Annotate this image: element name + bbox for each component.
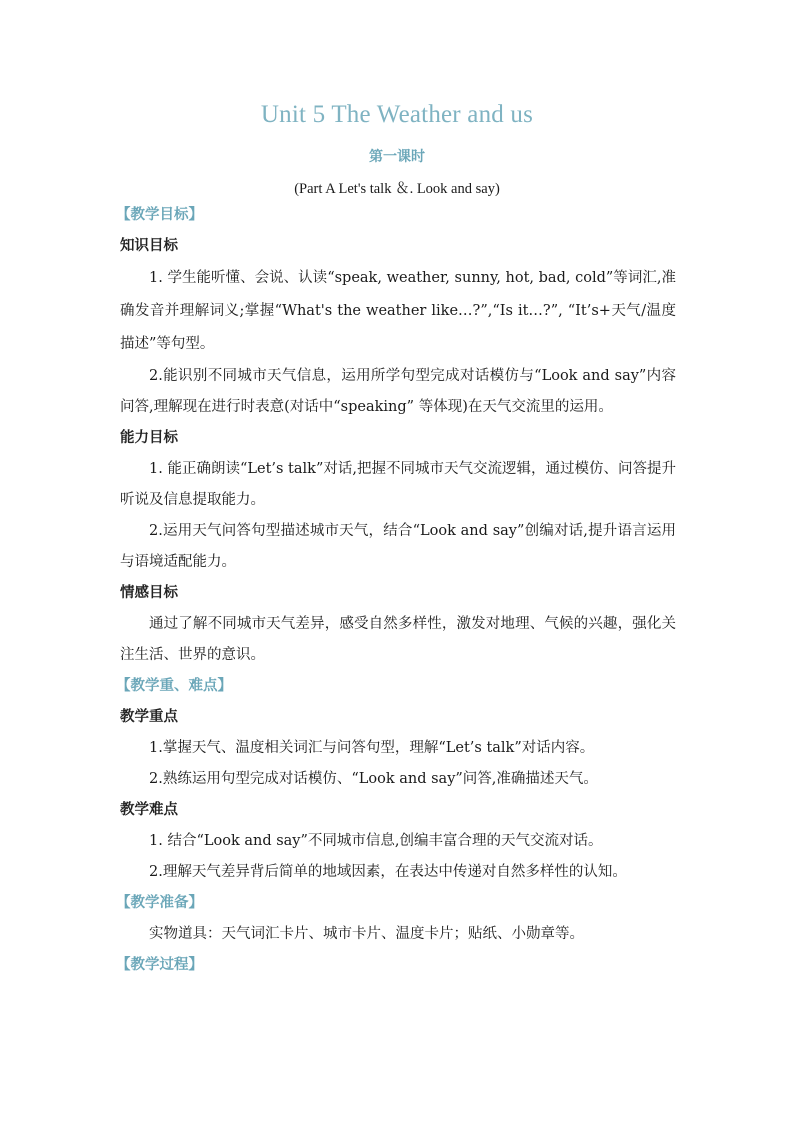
emotion-item-1: 通过了解不同城市天气差异，感受自然多样性，激发对地理、气候的兴趣，强化关注生活、世界的意识。 — [120, 616, 676, 663]
preparation-item-1: 实物道具：天气词汇卡片、城市卡片、温度卡片；贴纸、小勋章等。 — [149, 926, 584, 942]
section-heading-preparation: 【教学准备】 — [116, 895, 203, 911]
lesson-period: 第一课时 — [369, 149, 425, 165]
subheading-knowledge: 知识目标 — [120, 238, 178, 254]
knowledge-item-1: 1. 学生能听懂、会说、认读“speak, weather, sunny, hot, bad, cold”等词汇,准确发音并理解词义;掌握“What's the weather like…?”,“Is it…?”, “It’s+天气/温度描述”等句型。 — [120, 270, 676, 352]
section-heading-objectives: 【教学目标】 — [116, 207, 203, 223]
subheading-emotion: 情感目标 — [120, 585, 178, 601]
section-heading-process: 【教学过程】 — [116, 957, 203, 973]
section-heading-key-points: 【教学重、难点】 — [116, 678, 232, 694]
subheading-focus: 教学重点 — [120, 709, 178, 725]
ability-item-2: 2.运用天气问答句型描述城市天气，结合“Look and say”创编对话,提升语言运用与语境适配能力。 — [120, 523, 676, 570]
difficulty-item-2: 2.理解天气差异背后简单的地域因素，在表达中传递对自然多样性的认知。 — [149, 864, 627, 880]
lesson-part: (Part A Let's talk ＆. Look and say) — [294, 181, 500, 197]
difficulty-item-1: 1. 结合“Look and say”不同城市信息,创编丰富合理的天气交流对话。 — [149, 833, 603, 849]
lesson-content — [116, 200, 676, 981]
knowledge-item-2: 2.能识别不同城市天气信息，运用所学句型完成对话模仿与“Look and say”内容问答,理解现在进行时表意(对话中“speaking” 等体现)在天气交流里的运用。 — [120, 368, 676, 415]
subheading-difficulty: 教学难点 — [120, 802, 178, 818]
focus-item-2: 2.熟练运用句型完成对话模仿、“Look and say”问答,准确描述天气。 — [149, 771, 598, 787]
lesson-title: Unit 5 The Weather and us — [260, 101, 534, 128]
ability-item-1: 1. 能正确朗读“Let’s talk”对话,把握不同城市天气交流逻辑，通过模仿、问答提升听说及信息提取能力。 — [120, 461, 676, 508]
subheading-ability: 能力目标 — [120, 430, 178, 446]
focus-item-1: 1.掌握天气、温度相关词汇与问答句型，理解“Let’s talk”对话内容。 — [149, 740, 595, 756]
